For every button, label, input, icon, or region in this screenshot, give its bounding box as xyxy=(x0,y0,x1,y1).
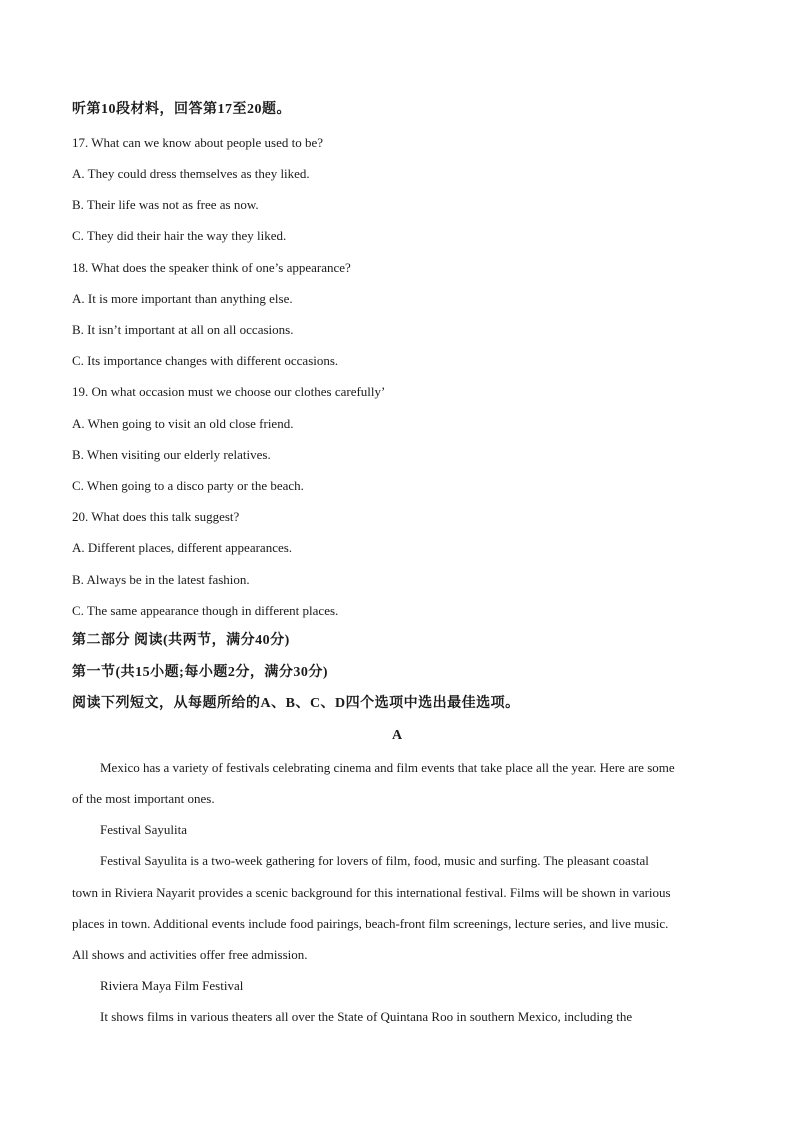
question-17-option-b: B. Their life was not as free as now. xyxy=(72,197,259,212)
passage-paragraph-2-line-4: All shows and activities offer free admission. xyxy=(72,947,308,962)
question-20-option-a: A. Different places, different appearances. xyxy=(72,540,293,555)
passage-paragraph-1-line-1: Mexico has a variety of festivals celebrating cinema and film events that take place all the year. Here are some xyxy=(100,760,675,775)
subheading-riviera-maya-film-festival: Riviera Maya Film Festival xyxy=(100,978,244,993)
section-one-title: 第一节(共15小题;每小题2分，满分30分) xyxy=(72,665,328,680)
passage-label: A xyxy=(391,728,403,743)
question-20-stem: 20. What does this talk suggest? xyxy=(72,509,240,524)
subheading-festival-sayulita: Festival Sayulita xyxy=(100,822,188,837)
section-intro-heading: 听第10段材料，回答第17至20题。 xyxy=(72,102,291,117)
question-18-option-c: C. Its importance changes with different occasions. xyxy=(72,353,339,368)
question-17-option-a: A. They could dress themselves as they liked. xyxy=(72,166,310,181)
question-17-option-c: C. They did their hair the way they liked. xyxy=(72,228,287,243)
question-19-option-b: B. When visiting our elderly relatives. xyxy=(72,447,271,462)
passage-paragraph-3-line-1: It shows films in various theaters all over the State of Quintana Roo in southern Mexico, including the xyxy=(100,1009,633,1024)
reading-instruction: 阅读下列短文，从每题所给的A、B、C、D四个选项中选出最佳选项。 xyxy=(72,696,520,711)
question-19-option-c: C. When going to a disco party or the beach. xyxy=(72,478,304,493)
question-18-option-a: A. It is more important than anything else. xyxy=(72,291,293,306)
question-19-option-a: A. When going to visit an old close friend. xyxy=(72,416,294,431)
passage-paragraph-1-line-2: of the most important ones. xyxy=(72,791,215,806)
question-18-stem: 18. What does the speaker think of one’s appearance? xyxy=(72,260,351,275)
passage-paragraph-2-line-3: places in town. Additional events include food pairings, beach-front film screenings, lecture series, and live music. xyxy=(72,916,669,931)
question-20-option-b: B. Always be in the latest fashion. xyxy=(72,572,250,587)
question-18-option-b: B. It isn’t important at all on all occasions. xyxy=(72,322,294,337)
passage-paragraph-2-line-2: town in Riviera Nayarit provides a scenic background for this international festival. Films will be shown in various xyxy=(72,885,671,900)
question-17-stem: 17. What can we know about people used to be? xyxy=(72,135,324,150)
question-20-option-c: C. The same appearance though in different places. xyxy=(72,603,339,618)
part-two-title: 第二部分 阅读(共两节，满分40分) xyxy=(72,633,290,648)
question-19-stem: 19. On what occasion must we choose our clothes carefully’ xyxy=(72,384,386,399)
passage-paragraph-2-line-1: Festival Sayulita is a two-week gathering for lovers of film, food, music and surfing. The pleasant coastal xyxy=(100,853,649,868)
